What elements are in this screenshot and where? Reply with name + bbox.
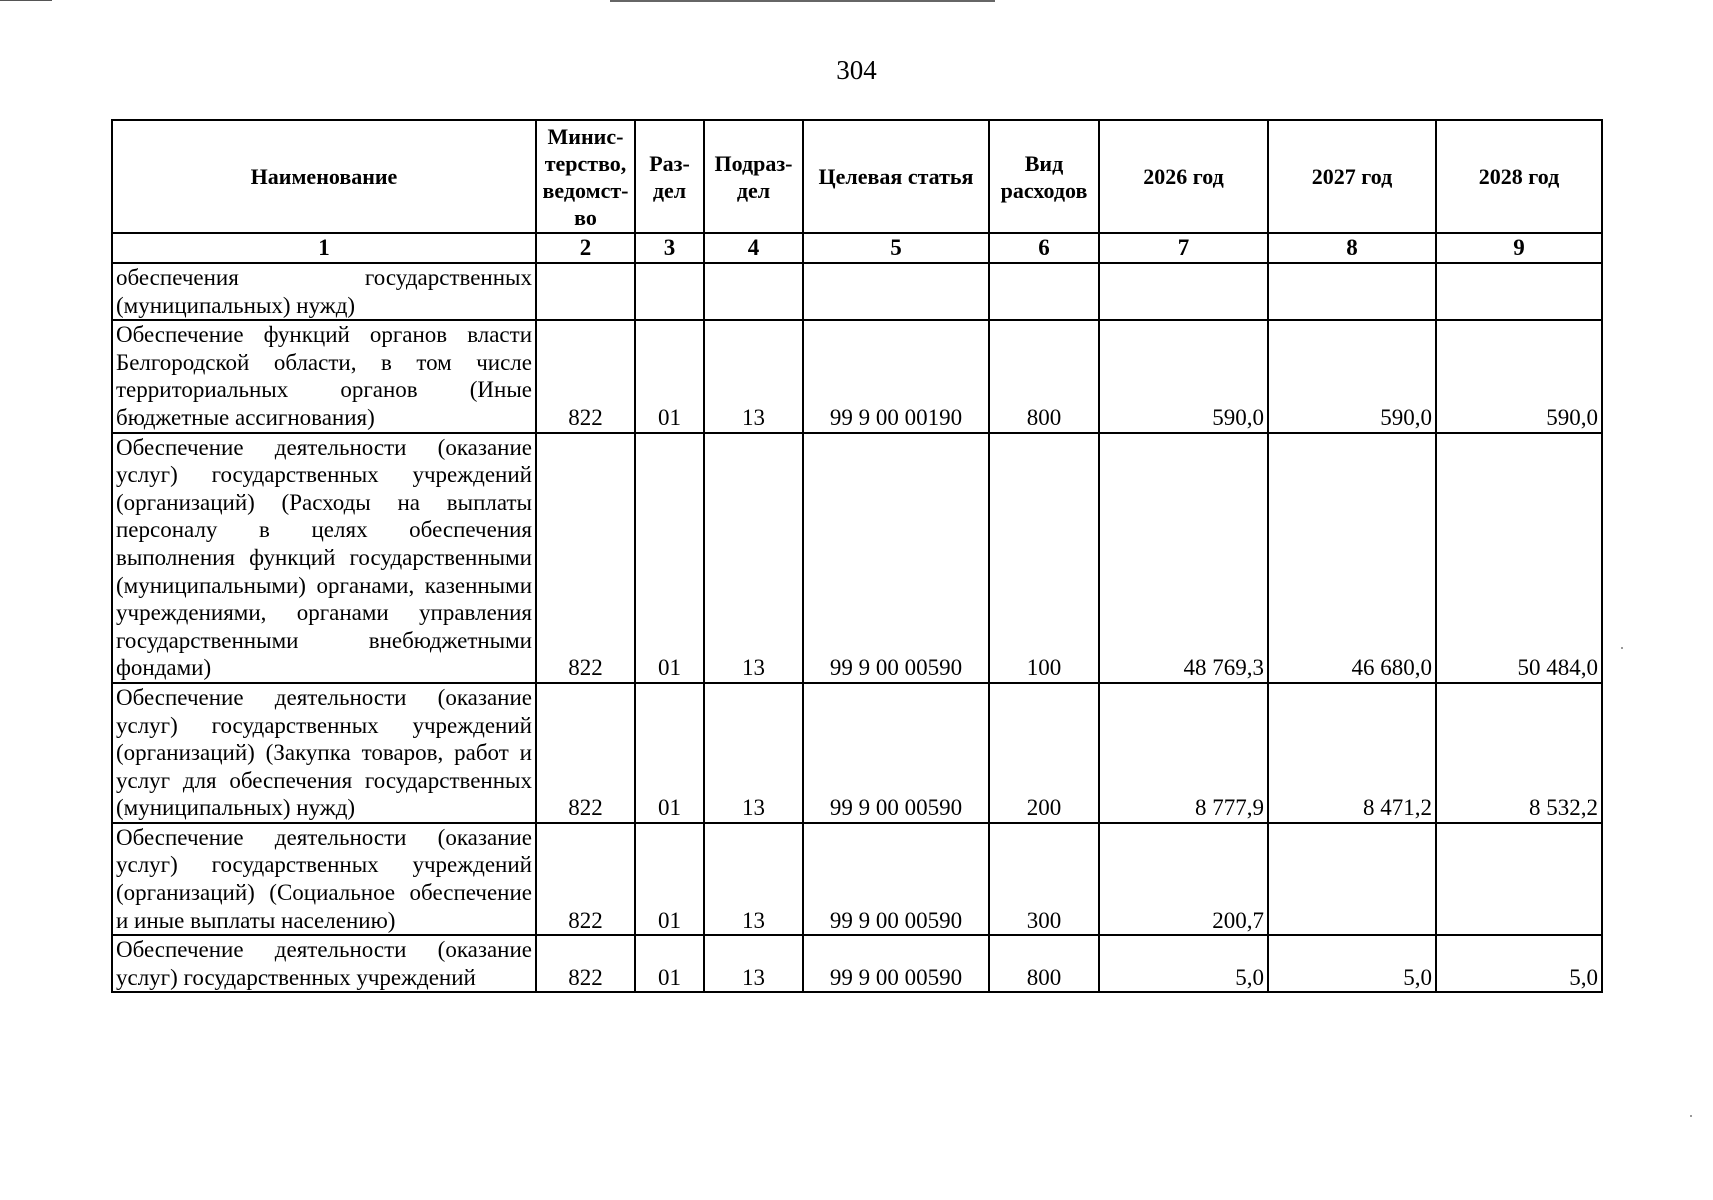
row-amount-2028: 8 532,2: [1436, 683, 1602, 823]
row-name: Обеспечение деятельности (оказание услуг) государственных учреждений: [112, 935, 536, 992]
row-target: 99 9 00 00190: [803, 320, 989, 432]
row-amount-2028: [1436, 823, 1602, 935]
header-target: Целевая статья: [803, 120, 989, 233]
column-number: 6: [989, 233, 1099, 263]
header-name: Наименование: [112, 120, 536, 233]
row-amount-2026: 8 777,9: [1099, 683, 1268, 823]
header-year-2028: 2028 год: [1436, 120, 1602, 233]
header-expense-type: Вид расходов: [989, 120, 1099, 233]
page-number: 304: [836, 55, 877, 85]
row-ministry: 822: [536, 823, 635, 935]
table-header: [112, 120, 1602, 263]
row-target: 99 9 00 00590: [803, 683, 989, 823]
row-name: обеспечения государственных (муниципальных) нужд): [112, 263, 536, 320]
row-section: 01: [635, 433, 704, 683]
row-ministry: 822: [536, 433, 635, 683]
row-amount-2027: 5,0: [1268, 935, 1436, 992]
row-expense-type: 800: [989, 320, 1099, 432]
row-amount-2026: 590,0: [1099, 320, 1268, 432]
row-name: Обеспечение деятельности (оказание услуг) государственных учреждений (организаций) (Социальное обеспечение и иные выплаты населению): [112, 823, 536, 935]
column-number: 2: [536, 233, 635, 263]
scan-speck: [1621, 647, 1623, 649]
scan-speck: [1690, 1115, 1692, 1117]
header-section: Раз-дел: [635, 120, 704, 233]
row-target: [803, 263, 989, 320]
column-number: 7: [1099, 233, 1268, 263]
row-subsection: 13: [704, 823, 803, 935]
row-expense-type: 800: [989, 935, 1099, 992]
row-amount-2027: [1268, 823, 1436, 935]
row-amount-2027: 46 680,0: [1268, 433, 1436, 683]
row-subsection: 13: [704, 935, 803, 992]
column-number: 5: [803, 233, 989, 263]
row-target: 99 9 00 00590: [803, 935, 989, 992]
column-number: 9: [1436, 233, 1602, 263]
column-number: 1: [112, 233, 536, 263]
table-row: [112, 263, 1602, 320]
row-name: Обеспечение функций органов власти Белгородской области, в том числе территориальных органов (Иные бюджетные ассигнования): [112, 320, 536, 432]
scan-artifact-line: [0, 0, 52, 1]
row-ministry: 822: [536, 683, 635, 823]
row-expense-type: 200: [989, 683, 1099, 823]
row-expense-type: [989, 263, 1099, 320]
table-row: [112, 935, 1602, 992]
table-row: [112, 823, 1602, 935]
row-name: Обеспечение деятельности (оказание услуг) государственных учреждений (организаций) (Закупка товаров, работ и услуг для обеспечения государственных (муниципальных) нужд): [112, 683, 536, 823]
row-section: [635, 263, 704, 320]
row-subsection: 13: [704, 320, 803, 432]
row-subsection: [704, 263, 803, 320]
row-name: Обеспечение деятельности (оказание услуг) государственных учреждений (организаций) (Расходы на выплаты персоналу в целях обеспечения выполнения функций государственными (муниципальными) органами, казенными учреждениями, органами управления государственными внебюджетными фондами): [112, 433, 536, 683]
row-amount-2026: 48 769,3: [1099, 433, 1268, 683]
row-section: 01: [635, 823, 704, 935]
row-target: 99 9 00 00590: [803, 433, 989, 683]
row-expense-type: 300: [989, 823, 1099, 935]
row-subsection: 13: [704, 683, 803, 823]
row-amount-2027: 8 471,2: [1268, 683, 1436, 823]
table-row: [112, 433, 1602, 683]
row-ministry: [536, 263, 635, 320]
column-number: 4: [704, 233, 803, 263]
row-amount-2027: 590,0: [1268, 320, 1436, 432]
table-row: [112, 320, 1602, 432]
row-ministry: 822: [536, 320, 635, 432]
row-amount-2028: 5,0: [1436, 935, 1602, 992]
row-amount-2028: 50 484,0: [1436, 433, 1602, 683]
row-section: 01: [635, 683, 704, 823]
row-amount-2028: [1436, 263, 1602, 320]
row-section: 01: [635, 320, 704, 432]
column-number: 3: [635, 233, 704, 263]
row-amount-2028: 590,0: [1436, 320, 1602, 432]
header-subsection: Подраз-дел: [704, 120, 803, 233]
row-section: 01: [635, 935, 704, 992]
table-row: [112, 683, 1602, 823]
header-year-2027: 2027 год: [1268, 120, 1436, 233]
row-amount-2027: [1268, 263, 1436, 320]
budget-table: [111, 119, 1603, 993]
column-number: 8: [1268, 233, 1436, 263]
row-amount-2026: 5,0: [1099, 935, 1268, 992]
row-target: 99 9 00 00590: [803, 823, 989, 935]
scan-artifact-line: [610, 0, 995, 2]
row-amount-2026: [1099, 263, 1268, 320]
table-body: [112, 263, 1602, 992]
column-number-row: [112, 233, 1602, 263]
header-row: [112, 120, 1602, 233]
row-amount-2026: 200,7: [1099, 823, 1268, 935]
row-subsection: 13: [704, 433, 803, 683]
header-ministry: Минис-терство, ведомст-во: [536, 120, 635, 233]
row-ministry: 822: [536, 935, 635, 992]
header-year-2026: 2026 год: [1099, 120, 1268, 233]
row-expense-type: 100: [989, 433, 1099, 683]
